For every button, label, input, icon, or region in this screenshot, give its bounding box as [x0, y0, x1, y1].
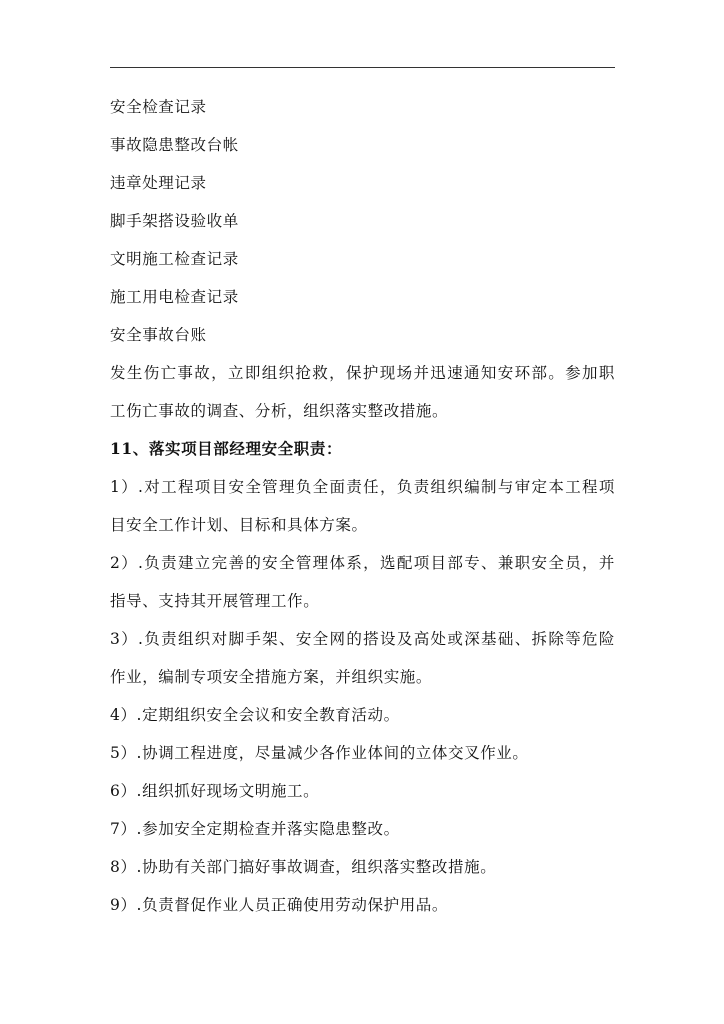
- list-item-line: 4）.定期组织安全会议和安全教育活动。: [110, 706, 400, 724]
- list-item-line: 6）.组织抓好现场文明施工。: [110, 782, 320, 800]
- paragraph-line: 发生伤亡事故，立即组织抢救，保护现场并迅速通知安环部。参加职: [110, 364, 615, 382]
- text-line: 文明施工检查记录: [110, 250, 239, 268]
- list-item-line: 3）.负责组织对脚手架、安全网的搭设及高处或深基础、拆除等危险: [110, 630, 615, 648]
- list-item-line: 1）.对工程项目安全管理负全面责任，负责组织编制与审定本工程项: [110, 478, 615, 496]
- text-line: 违章处理记录: [110, 174, 207, 192]
- section-heading: 11、落实项目部经理安全职责：: [110, 439, 343, 458]
- header-rule: [110, 67, 615, 68]
- text-line: 事故隐患整改台帐: [110, 136, 239, 154]
- list-item-line: 作业，编制专项安全措施方案，并组织实施。: [110, 668, 433, 686]
- list-item-line: 8）.协助有关部门搞好事故调查，组织落实整改措施。: [110, 858, 497, 876]
- list-item-line: 目安全工作计划、目标和具体方案。: [110, 516, 368, 534]
- text-line: 安全检查记录: [110, 98, 207, 116]
- text-line: 脚手架搭设验收单: [110, 212, 239, 230]
- text-line: 安全事故台账: [110, 326, 207, 344]
- list-item-line: 9）.负责督促作业人员正确使用劳动保护用品。: [110, 896, 448, 914]
- list-item-line: 2）.负责建立完善的安全管理体系，选配项目部专、兼职安全员，并: [110, 554, 615, 572]
- list-item-line: 7）.参加安全定期检查并落实隐患整改。: [110, 820, 400, 838]
- document-body: [110, 88, 615, 924]
- list-item-line: 指导、支持其开展管理工作。: [110, 592, 320, 610]
- list-item-line: 5）.协调工程进度，尽量减少各作业体间的立体交叉作业。: [110, 744, 529, 762]
- text-line: 施工用电检查记录: [110, 288, 239, 306]
- paragraph-line: 工伤亡事故的调查、分析，组织落实整改措施。: [110, 402, 449, 420]
